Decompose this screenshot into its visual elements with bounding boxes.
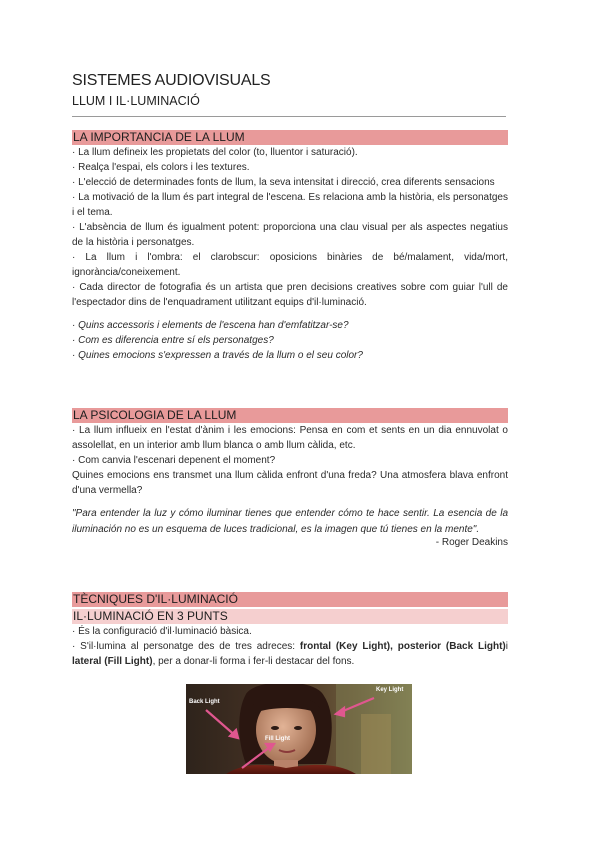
bullet-item: · La llum i l'ombra: el clarobscur: oposicions binàries de bé/malament, vida/mort, ignorància/coneixement.: [72, 252, 508, 278]
bullet-item: [72, 639, 508, 669]
bullet-item: · Realça l'espai, els colors i les textures.: [72, 162, 250, 173]
back-light-label: Back Light: [189, 699, 220, 705]
question-item: · Quins accessoris i elements de l'escena han d'emfatitzar-se?: [72, 320, 349, 331]
question-item: · Com es diferencia entre sí els personatges?: [72, 335, 274, 346]
bullet-item: · La motivació de la llum és part integral de l'escena. Es relaciona amb la història, els personatges i el tema.: [72, 192, 508, 218]
key-light-label: Key Light: [376, 687, 404, 693]
doc-title: SISTEMES AUDIOVISUALS: [72, 72, 271, 89]
doc-subtitle: LLUM I IL·LUMINACIÓ: [72, 94, 200, 108]
three-point-lighting-figure: [186, 684, 412, 774]
section-heading: LA PSICOLOGIA DE LA LLUM: [72, 408, 508, 423]
bullet-item: · La llum defineix les propietats del color (to, lluentor i saturació).: [72, 147, 358, 158]
section-body: [72, 145, 508, 363]
section-body: [72, 423, 508, 498]
back-light-term: posterior (Back Light): [397, 641, 506, 652]
section-psychology: [72, 408, 508, 548]
key-light-term: frontal (Key Light),: [299, 641, 398, 652]
question-item: · Quines emocions s'expressen a través de la llum o el seu color?: [72, 350, 363, 361]
quote-text: "Para entender la luz y cómo iluminar tienes que entender cómo te hace sentir. La esencia de la iluminación no es un esquema de luces tradicional, es la imagen que tú tienes en la mente".: [72, 508, 508, 535]
bullet-item: · L'absència de llum és igualment potent: proporciona una clau visual per als aspectes negatius de la història i personatges.: [72, 222, 508, 248]
bullet-item: · L'elecció de determinades fonts de llum, la seva intensitat i direcció, crea diferents sensacions: [72, 177, 495, 188]
spacer: [72, 498, 508, 506]
bullet-item: · Com canvia l'escenari depenent el moment?: [72, 455, 276, 466]
section-techniques: [72, 592, 508, 669]
section-heading: TÈCNIQUES D'IL·LUMINACIÓ: [72, 592, 508, 607]
bullet-item: · És la configuració d'il·luminació bàsica.: [72, 626, 252, 637]
header-divider: [72, 116, 506, 117]
section-heading: LA IMPORTANCIA DE LA LLUM: [72, 130, 508, 145]
quote-attribution: - Roger Deakins: [435, 537, 508, 548]
spacer: [72, 310, 508, 318]
fill-light-term: lateral (Fill Light): [72, 656, 153, 667]
fill-light-label: Fill Light: [265, 736, 290, 742]
bullet-text: · S'il·lumina al personatge des de tres adreces:: [72, 641, 300, 652]
bullet-item: Quines emocions ens transmet una llum càlida enfront d'una freda? Una atmosfera blava enfront d'una vermella?: [72, 470, 508, 496]
bullet-text: , per a donar-li forma i fer-li destacar del fons.: [152, 656, 355, 667]
section-importance: [72, 130, 508, 363]
section-body: [72, 624, 508, 669]
bullet-item: · La llum influeix en l'estat d'ànim i les emocions: Pensa en com et sents en un dia ennuvolat o assolellat, en un interior amb llum blanca o amb llum càlida, etc.: [72, 425, 508, 451]
bullet-item: · Cada director de fotografia és un artista que pren decisions creatives sobre com guiar l'ull de l'espectador dins de l'enquadrament utilitzant equips d'il·luminació.: [72, 282, 508, 308]
figure-illustration: [186, 684, 412, 774]
bullet-text: i: [505, 641, 508, 652]
subsection-heading: IL·LUMINACIÓ EN 3 PUNTS: [72, 609, 508, 624]
